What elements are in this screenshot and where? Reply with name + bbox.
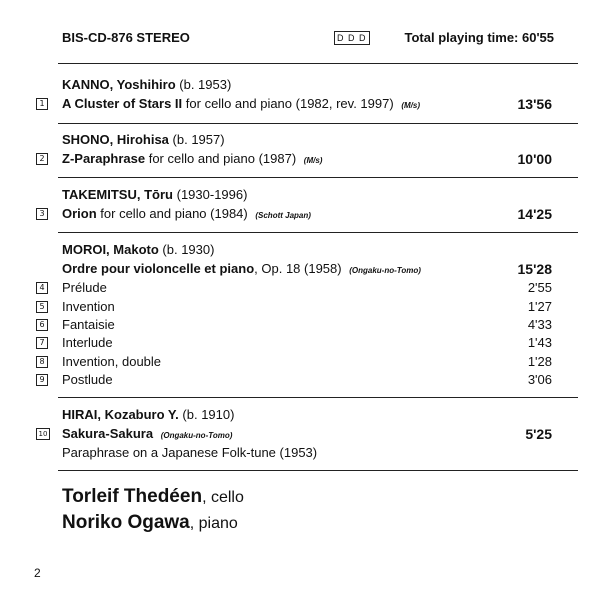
movement-title: Invention (62, 299, 115, 314)
track-number: 6 (36, 319, 48, 331)
composer-name: MOROI, Makoto (62, 242, 159, 257)
movement-duration: 4'33 (527, 317, 552, 332)
movement-line (62, 334, 552, 352)
track-number: 4 (36, 282, 48, 294)
ddd-badge: D D D (334, 31, 370, 45)
movement-title: Postlude (62, 372, 113, 387)
performer-name: Noriko Ogawa (62, 512, 190, 533)
movement-duration: 1'28 (527, 354, 552, 369)
header (62, 30, 554, 50)
track-number: 5 (36, 301, 48, 313)
movement-title: Interlude (62, 335, 113, 350)
movement-line (62, 353, 552, 371)
movement-duration: 1'43 (527, 335, 552, 350)
track-number: 9 (36, 374, 48, 386)
work-title: Ordre pour violoncelle et piano (62, 261, 255, 276)
composer-line (62, 241, 552, 259)
divider (58, 470, 578, 471)
composer-name: HIRAI, Kozaburo Y. (62, 407, 179, 422)
track-number: 8 (36, 356, 48, 368)
movement-line (62, 371, 552, 389)
track-duration: 5'25 (525, 426, 552, 442)
divider (58, 63, 578, 64)
composer-dates: (1930-1996) (176, 187, 248, 202)
movement-duration: 2'55 (527, 280, 552, 295)
work-title: Z-Paraphrase (62, 151, 146, 166)
track-number: 2 (36, 153, 48, 165)
work-title: A Cluster of Stars II (62, 96, 183, 111)
composer-line (62, 406, 552, 424)
composer-dates: (b. 1957) (172, 132, 225, 147)
movement-title: Fantaisie (62, 317, 115, 332)
composer-name: SHONO, Hirohisa (62, 132, 169, 147)
track-duration: 13'56 (517, 96, 552, 112)
composer-line (62, 186, 552, 204)
work-subtitle-line (62, 444, 552, 462)
work-description: , Op. 18 (1958) (254, 261, 342, 276)
composer-dates: (b. 1910) (182, 407, 235, 422)
movement-line (62, 279, 552, 297)
movement-duration: 3'06 (527, 372, 552, 387)
performer-cello (62, 485, 244, 510)
performer-instrument: , piano (189, 515, 238, 532)
work-title: Orion (62, 206, 97, 221)
catalog-number: BIS-CD-876 STEREO (62, 30, 190, 45)
movement-line (62, 316, 552, 334)
divider (58, 177, 578, 178)
movement-line (62, 298, 552, 316)
total-playing-time: Total playing time: 60'55 (404, 30, 554, 45)
divider (58, 232, 578, 233)
track-line (62, 150, 552, 168)
composer-line (62, 131, 552, 149)
composer-name: KANNO, Yoshihiro (62, 77, 176, 92)
composer-dates: (b. 1930) (162, 242, 215, 257)
performer-name: Torleif Thedéen (62, 486, 203, 507)
composer-line (62, 76, 552, 94)
publisher: (M/s) (401, 101, 420, 110)
publisher: (Ongaku-no-Tomo) (349, 266, 421, 275)
composer-dates: (b. 1953) (179, 77, 232, 92)
publisher: (M/s) (303, 156, 323, 165)
performer-instrument: , cello (202, 489, 244, 506)
track-number: 3 (36, 208, 48, 220)
track-number: 7 (36, 337, 48, 349)
work-description: for cello and piano (1984) (100, 206, 248, 221)
divider (58, 123, 578, 124)
publisher: (Schott Japan) (255, 211, 311, 220)
movement-duration: 1'27 (527, 299, 552, 314)
divider (58, 397, 578, 398)
track-line (62, 95, 552, 113)
work-description: for cello and piano (1987) (148, 151, 297, 166)
track-number: 1 (36, 98, 48, 110)
track-duration: 10'00 (517, 151, 552, 167)
publisher: (Ongaku-no-Tomo) (160, 431, 233, 440)
work-title: Sakura-Sakura (62, 426, 154, 441)
track-line (62, 425, 552, 443)
movement-title: Invention, double (62, 354, 162, 369)
composer-name: TAKEMITSU, Tōru (62, 187, 173, 202)
work-duration: 15'28 (517, 261, 552, 277)
work-line (62, 260, 552, 278)
movement-title: Prélude (62, 280, 107, 295)
page-number: 2 (34, 566, 41, 580)
work-subtitle: Paraphrase on a Japanese Folk-tune (1953) (62, 445, 318, 460)
track-number: 10 (36, 428, 50, 440)
work-description: for cello and piano (1982, rev. 1997) (185, 96, 394, 111)
track-duration: 14'25 (517, 206, 552, 222)
track-line (62, 205, 552, 223)
performer-piano (62, 511, 238, 536)
